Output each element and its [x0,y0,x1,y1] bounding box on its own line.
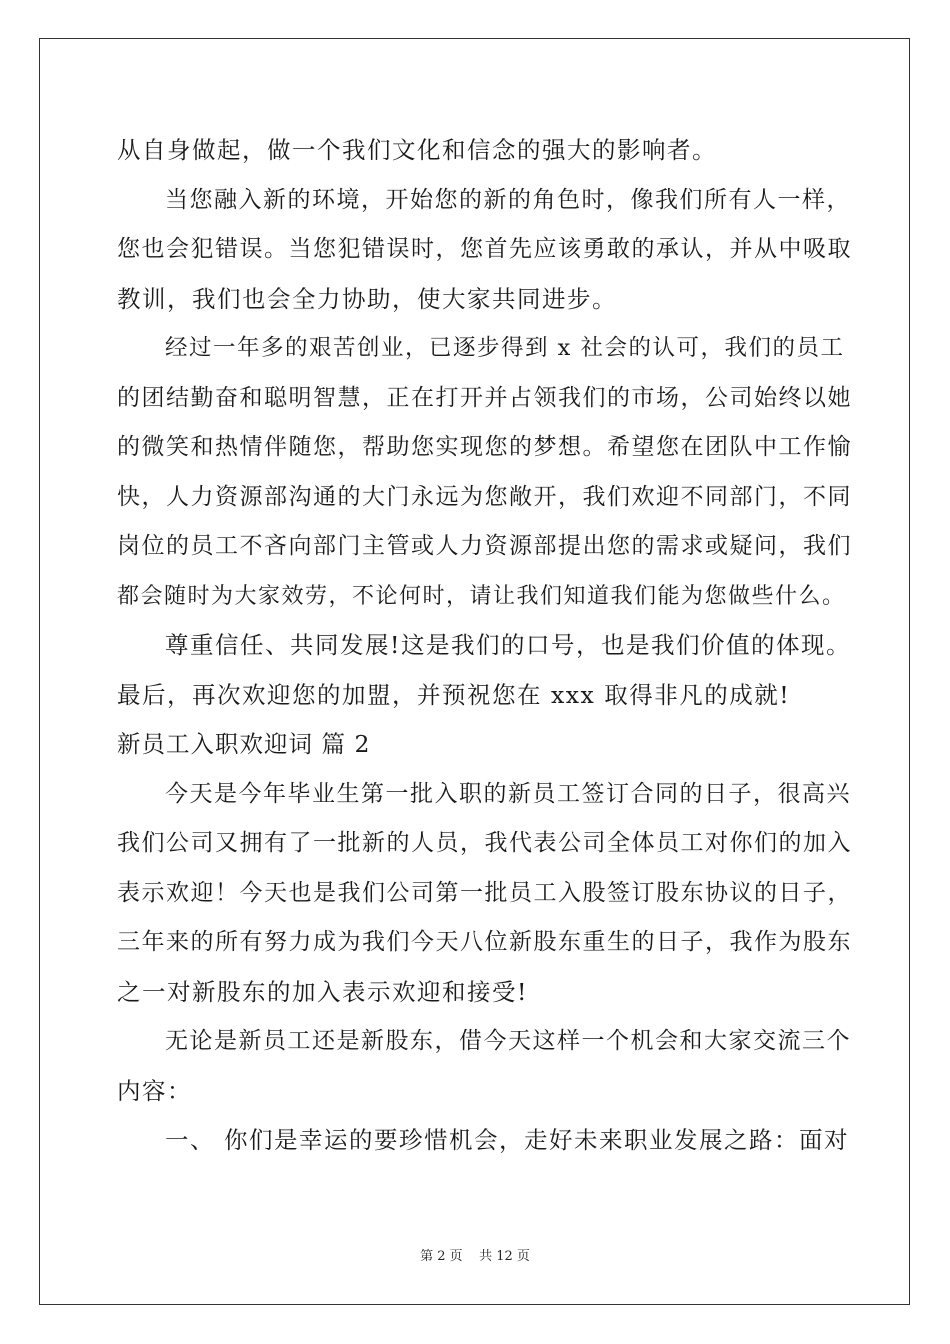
text-line: 您也会犯错误。当您犯错误时，您首先应该勇敢的承认，并从中吸取 [117,236,852,262]
page-number-footer: 第 2 页 共 12 页 [420,1249,530,1264]
text-line: 从自身做起，做一个我们文化和信念的强大的影响者。 [117,136,717,164]
text-line: 快，人力资源部沟通的大门永远为您敞开，我们欢迎不同部门，不同 [117,483,852,510]
text-line: 内容： [117,1076,192,1105]
text-line: 最后，再次欢迎您的加盟，并预祝您在 xxx 取得非凡的成就! [117,680,791,709]
text-line: 尊重信任、共同发展!这是我们的口号，也是我们价值的体现。 [165,631,851,659]
text-line: 都会随时为大家效劳，不论何时，请让我们知道我们能为您做些什么。 [117,583,846,609]
text-line: 岗位的员工不吝向部门主管或人力资源部提出您的需求或疑问，我们 [117,533,852,559]
text-line: 我们公司又拥有了一批新的人员，我代表公司全体员工对你们的加入 [117,830,852,856]
text-line: 三年来的所有努力成为我们今天八位新股东重生的日子，我作为股东 [117,929,852,955]
section-heading: 新员工入职欢迎词 篇 2 [117,730,371,758]
document-body [117,126,857,1166]
text-line: 教训，我们也会全力协助，使大家共同进步。 [117,284,617,313]
text-line: 一、 你们是幸运的要珍惜机会，走好未来职业发展之路：面对 [165,1126,849,1154]
text-line: 的微笑和热情伴随您，帮助您实现您的梦想。希望您在团队中工作愉 [117,434,852,460]
text-line: 的团结勤奋和聪明智慧，正在打开并占领我们的市场，公司始终以她 [117,384,852,411]
text-line: 无论是新员工还是新股东，借今天这样一个机会和大家交流三个 [165,1028,851,1054]
text-line: 之一对新股东的加入表示欢迎和接受! [117,977,528,1006]
text-line: 当您融入新的环境，开始您的新的角色时，像我们所有人一样， [165,186,851,213]
text-line: 表示欢迎！今天也是我们公司第一批员工入股签订股东协议的日子， [117,879,852,906]
text-line: 经过一年多的艰苦创业，已逐步得到 x 社会的认可，我们的员工 [165,335,845,361]
text-line: 今天是今年毕业生第一批入职的新员工签订合同的日子，很高兴 [165,780,851,807]
